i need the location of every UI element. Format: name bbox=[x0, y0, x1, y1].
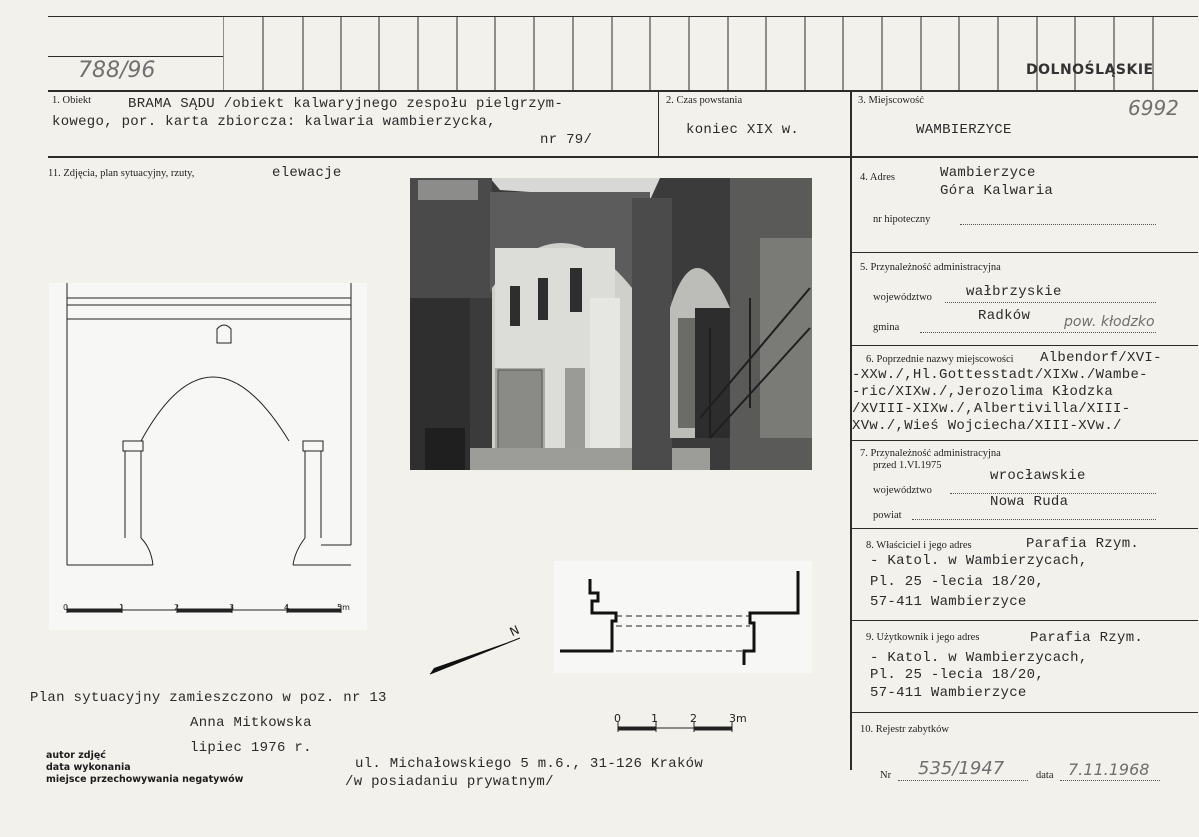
przed-woj-value: wrocławskie bbox=[990, 468, 1086, 484]
top-strip-boxes bbox=[223, 16, 1198, 90]
plan-note: Plan sytuacyjny zamieszczono w poz. nr 13 bbox=[30, 690, 387, 706]
obiekt-value-line3: nr 79/ bbox=[540, 132, 593, 148]
wojewodztwo-label: województwo bbox=[873, 292, 932, 303]
poprzednie-line5: XVw./,Wieś Wojciecha/XIII-XVw./ bbox=[852, 418, 1122, 434]
sep-5-6 bbox=[850, 345, 1198, 346]
plan-scale-3: 3m bbox=[729, 712, 747, 725]
elevation-scale-2: 2 bbox=[174, 603, 180, 612]
elevation-drawing bbox=[49, 283, 367, 630]
header-bottom-line bbox=[48, 90, 1198, 92]
poprzednie-line4: /XVIII-XIXw./,Albertivilla/XIII- bbox=[852, 401, 1131, 417]
sep-9-10 bbox=[850, 712, 1198, 713]
wojewodztwo-line bbox=[945, 302, 1156, 303]
divider-1-2 bbox=[658, 90, 659, 156]
autor-value: Anna Mitkowska bbox=[190, 715, 312, 731]
gmina-label: gmina bbox=[873, 322, 900, 333]
wojewodztwo-value: wałbrzyskie bbox=[966, 284, 1062, 300]
czas-value: koniec XIX w. bbox=[686, 122, 800, 138]
gmina-line bbox=[920, 332, 1156, 333]
miejscowosc-value: WAMBIERZYCE bbox=[916, 122, 1012, 138]
rejestr-label: 10. Rejestr zabytków bbox=[860, 724, 949, 735]
plan-scale-2: 2 bbox=[690, 712, 697, 725]
uzytkownik-label: 9. Użytkownik i jego adres bbox=[866, 632, 980, 643]
gmina-value: Radków bbox=[978, 308, 1031, 324]
data-label: data bbox=[1036, 770, 1054, 781]
hipoteczny-label: nr hipoteczny bbox=[873, 214, 931, 225]
sep-7-8 bbox=[850, 528, 1198, 529]
nr-line bbox=[898, 780, 1028, 781]
hipoteczny-line bbox=[960, 224, 1156, 225]
elevation-scale-5: 5m bbox=[337, 603, 350, 612]
poprzednie-label: 6. Poprzednie nazwy miejscowości bbox=[866, 354, 1014, 365]
sep-6-7 bbox=[850, 440, 1198, 441]
miejscowosc-label: 3. Miejscowość bbox=[858, 95, 924, 106]
przed-label-line2: przed 1.VI.1975 bbox=[873, 460, 942, 471]
wlasciciel-line3: Pl. 25 -lecia 18/20, bbox=[870, 574, 1045, 590]
przed-label-line1: 7. Przynależność administracyjna bbox=[860, 448, 1001, 459]
miejscowosc-handwritten: 6992 bbox=[1128, 96, 1179, 120]
przynaleznosc-label: 5. Przynależność administracyjna bbox=[860, 262, 1001, 273]
adres-value-line1: Wambierzyce bbox=[940, 165, 1036, 181]
powiat-value: Nowa Ruda bbox=[990, 494, 1069, 510]
elevation-scale-0: 0 bbox=[63, 603, 69, 612]
nr-label: Nr bbox=[880, 770, 892, 781]
sep-8-9 bbox=[850, 620, 1198, 621]
sep-4-5 bbox=[850, 252, 1198, 253]
poprzednie-line2: -XXw./,Hl.Gottesstadt/XIXw./Wambe- bbox=[852, 367, 1148, 383]
gate-photograph bbox=[410, 178, 812, 470]
data-wykonania-label: data wykonania bbox=[46, 762, 131, 773]
uzytkownik-line4: 57-411 Wambierzyce bbox=[870, 685, 1027, 701]
floor-plan-drawing bbox=[554, 561, 812, 673]
row1-bottom-line bbox=[48, 156, 1198, 158]
data-value: 7.11.1968 bbox=[1068, 760, 1150, 779]
elevation-scale-4: 4 bbox=[284, 603, 290, 612]
plan-scale-bar bbox=[614, 710, 744, 740]
uzytkownik-line3: Pl. 25 -lecia 18/20, bbox=[870, 667, 1045, 683]
data-wykonania-value: lipiec 1976 r. bbox=[190, 740, 312, 756]
powiat-line bbox=[912, 519, 1156, 520]
region-label: DOLNOŚLĄSKIE bbox=[1026, 62, 1154, 78]
zdjecia-value: elewacje bbox=[272, 165, 342, 181]
poprzednie-line3: -ric/XIXw./,Jerozolima Kłodzka bbox=[852, 384, 1114, 400]
top-strip-divider bbox=[48, 56, 223, 57]
wlasciciel-label: 8. Właściciel i jego adres bbox=[866, 540, 972, 551]
czas-label: 2. Czas powstania bbox=[666, 95, 743, 106]
obiekt-label: 1. Obiekt bbox=[52, 95, 92, 106]
poprzednie-line1: Albendorf/XVI- bbox=[1040, 350, 1162, 366]
adres-label: 4. Adres bbox=[860, 172, 895, 183]
przed-woj-label: województwo bbox=[873, 485, 932, 496]
wlasciciel-line2: - Katol. w Wambierzycach, bbox=[870, 553, 1088, 569]
wlasciciel-line4: 57-411 Wambierzyce bbox=[870, 594, 1027, 610]
plan-scale-0: 0 bbox=[614, 712, 621, 725]
nr-value: 535/1947 bbox=[918, 758, 1005, 779]
gmina-handwritten: pow. kłodzko bbox=[1064, 314, 1155, 330]
plan-scale-1: 1 bbox=[651, 712, 658, 725]
miejsce-label: miejsce przechowywania negatywów bbox=[46, 774, 244, 785]
uzytkownik-line2: - Katol. w Wambierzycach, bbox=[870, 650, 1088, 666]
wlasciciel-line1: Parafia Rzym. bbox=[1026, 536, 1140, 552]
uzytkownik-line1: Parafia Rzym. bbox=[1030, 630, 1144, 646]
handwritten-number: 788/96 bbox=[78, 58, 156, 83]
powiat-label: powiat bbox=[873, 510, 902, 521]
miejsce-value-line1: ul. Michałowskiego 5 m.6., 31-126 Kraków bbox=[355, 756, 704, 772]
data-line bbox=[1060, 780, 1160, 781]
elevation-scale-3: 3 bbox=[229, 603, 235, 612]
autor-label: autor zdjęć bbox=[46, 750, 106, 761]
north-label: N bbox=[507, 622, 522, 640]
obiekt-value-line2: kowego, por. karta zbiorcza: kalwaria wambierzycka, bbox=[52, 114, 496, 130]
obiekt-value-line1: BRAMA SĄDU /obiekt kalwaryjnego zespołu pielgrzym- bbox=[128, 96, 564, 112]
elevation-scale-1: 1 bbox=[119, 603, 125, 612]
adres-value-line2: Góra Kalwaria bbox=[940, 183, 1054, 199]
zdjecia-label: 11. Zdjęcia, plan sytuacyjny, rzuty, bbox=[48, 168, 195, 179]
miejsce-value-line2: /w posiadaniu prywatnym/ bbox=[345, 774, 554, 790]
